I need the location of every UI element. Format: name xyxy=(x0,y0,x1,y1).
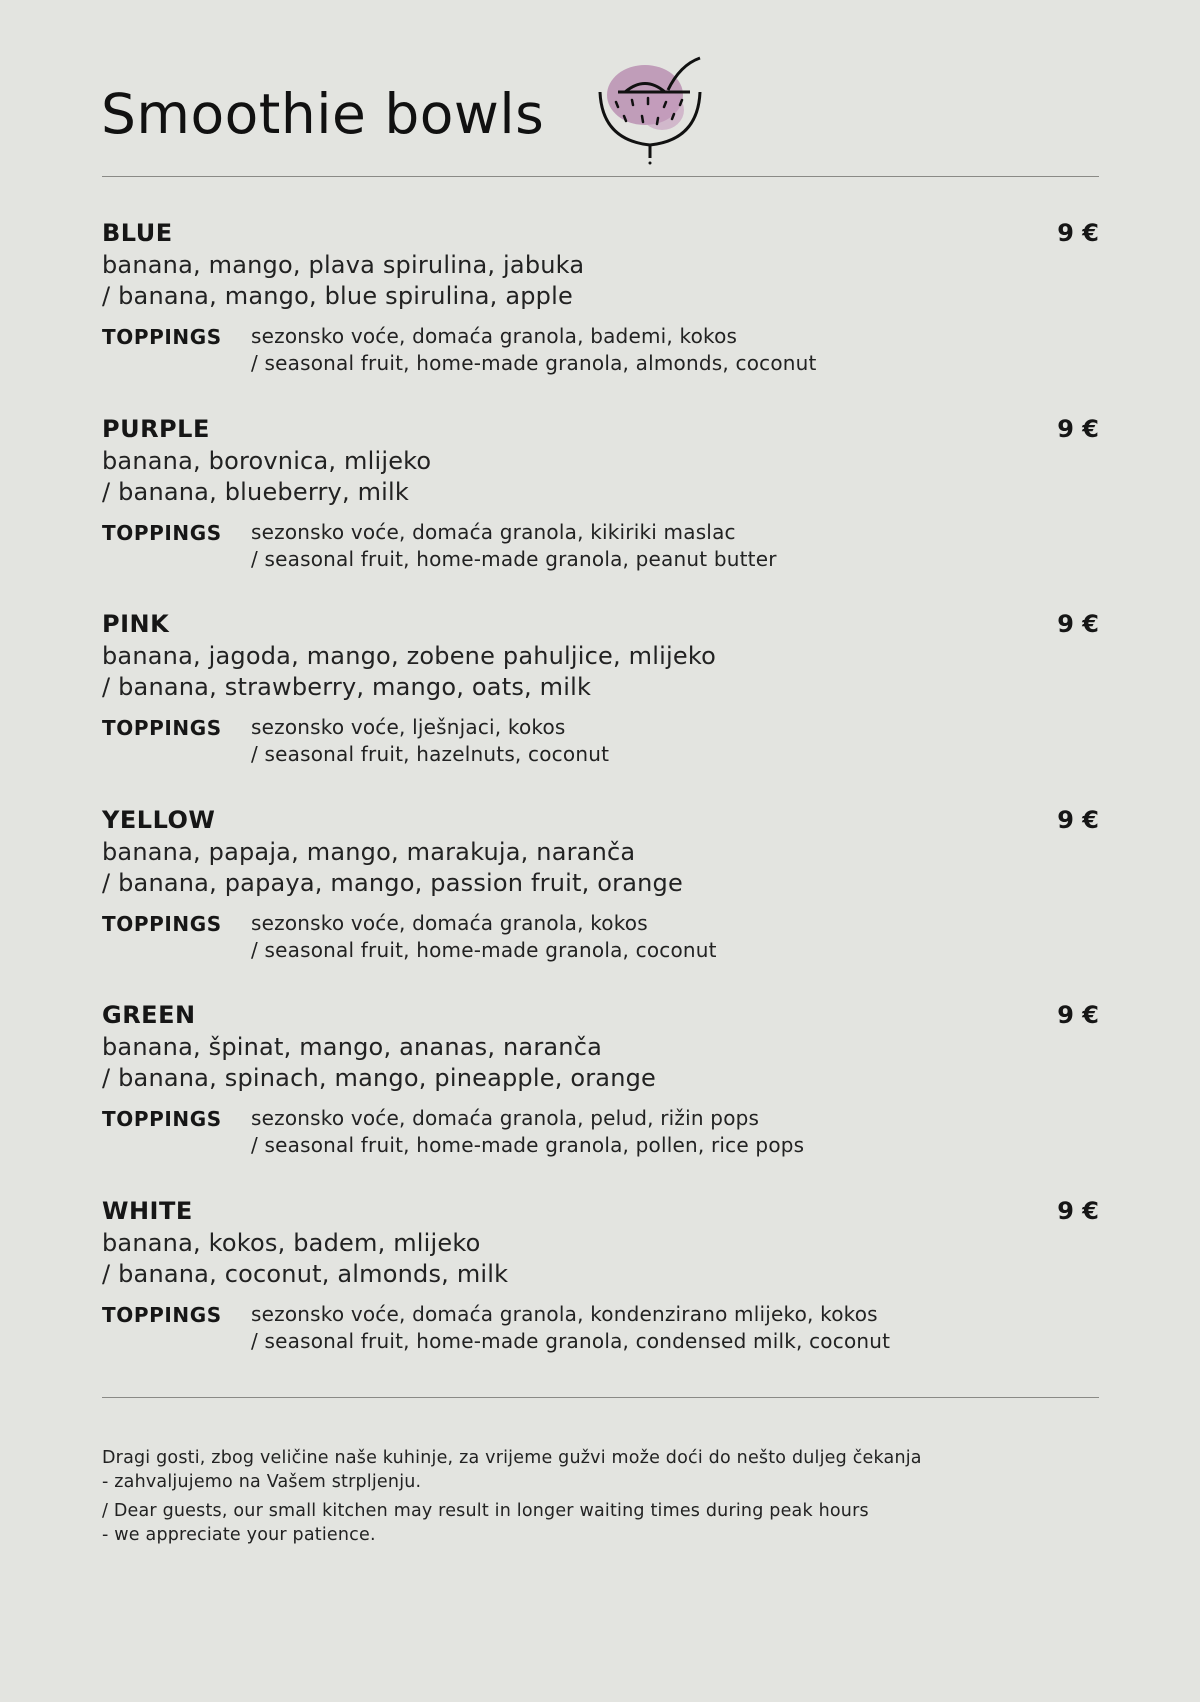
toppings-label: TOPPINGS xyxy=(102,1302,222,1327)
smoothie-bowl-icon xyxy=(590,50,725,170)
item-price: 9 € xyxy=(1057,219,1099,247)
item-ingredients-hr: banana, papaja, mango, marakuja, naranča xyxy=(102,837,636,866)
toppings-en: / seasonal fruit, home-made granola, almonds, coconut xyxy=(251,351,817,375)
menu-item xyxy=(102,806,1099,986)
page-title: Smoothie bowls xyxy=(101,82,545,146)
toppings-en: / seasonal fruit, home-made granola, condensed milk, coconut xyxy=(251,1328,891,1353)
footer-note-hr-1: Dragi gosti, zbog veličine naše kuhinje, za vrijeme gužvi može doći do nešto duljeg čekanja xyxy=(102,1448,922,1468)
item-ingredients-hr: banana, jagoda, mango, zobene pahuljice, mlijeko xyxy=(102,642,716,670)
toppings-label: TOPPINGS xyxy=(102,520,222,545)
toppings-hr: sezonsko voće, domaća granola, kondenzirano mlijeko, kokos xyxy=(251,1301,878,1326)
item-ingredients-en: / banana, mango, blue spirulina, apple xyxy=(102,282,573,310)
item-name: BLUE xyxy=(102,219,173,247)
menu-item xyxy=(102,1001,1099,1181)
item-price: 9 € xyxy=(1057,805,1099,834)
item-ingredients-en: / banana, spinach, mango, pineapple, orange xyxy=(102,1064,657,1092)
item-ingredients-hr: banana, kokos, badem, mlijeko xyxy=(102,1228,481,1257)
item-price: 9 € xyxy=(1057,1001,1099,1029)
item-name: PINK xyxy=(102,610,170,638)
menu-item xyxy=(102,219,1099,399)
item-name: GREEN xyxy=(102,1001,196,1029)
menu-item xyxy=(102,1197,1099,1377)
header-divider xyxy=(102,176,1099,177)
item-price: 9 € xyxy=(1057,414,1099,443)
footer-note-en-2: - we appreciate your patience. xyxy=(102,1525,376,1545)
toppings-label: TOPPINGS xyxy=(102,716,222,740)
toppings-hr: sezonsko voće, domaća granola, kikiriki maslac xyxy=(251,519,736,544)
footer-note-en-1: / Dear guests, our small kitchen may result in longer waiting times during peak hours xyxy=(102,1501,869,1521)
item-ingredients-en: / banana, papaya, mango, passion fruit, orange xyxy=(102,868,683,897)
item-ingredients-hr: banana, borovnica, mlijeko xyxy=(102,446,432,475)
toppings-label: TOPPINGS xyxy=(102,1107,222,1131)
item-price: 9 € xyxy=(1057,1196,1099,1225)
item-ingredients-en: / banana, coconut, almonds, milk xyxy=(102,1259,509,1288)
toppings-hr: sezonsko voće, domaća granola, kokos xyxy=(251,910,648,935)
toppings-en: / seasonal fruit, home-made granola, coconut xyxy=(251,937,717,962)
footer-note-hr-2: - zahvaljujemo na Vašem strpljenju. xyxy=(102,1472,422,1492)
item-ingredients-hr: banana, mango, plava spirulina, jabuka xyxy=(102,251,585,279)
item-ingredients-en: / banana, blueberry, milk xyxy=(102,477,410,506)
menu-item xyxy=(102,415,1099,595)
item-ingredients-en: / banana, strawberry, mango, oats, milk xyxy=(102,673,592,701)
toppings-en: / seasonal fruit, home-made granola, pollen, rice pops xyxy=(251,1133,805,1157)
item-name: YELLOW xyxy=(102,805,216,834)
toppings-label: TOPPINGS xyxy=(102,911,222,936)
menu-item xyxy=(102,610,1099,790)
item-name: WHITE xyxy=(102,1196,193,1225)
item-ingredients-hr: banana, špinat, mango, ananas, naranča xyxy=(102,1033,603,1061)
footer-divider xyxy=(102,1397,1099,1398)
toppings-label: TOPPINGS xyxy=(102,325,222,349)
item-price: 9 € xyxy=(1057,610,1099,638)
toppings-hr: sezonsko voće, lješnjaci, kokos xyxy=(251,715,566,739)
toppings-en: / seasonal fruit, hazelnuts, coconut xyxy=(251,742,610,766)
toppings-hr: sezonsko voće, domaća granola, pelud, rižin pops xyxy=(251,1106,760,1130)
item-name: PURPLE xyxy=(102,414,210,443)
toppings-en: / seasonal fruit, home-made granola, peanut butter xyxy=(251,546,777,571)
toppings-hr: sezonsko voće, domaća granola, bademi, kokos xyxy=(251,324,738,348)
